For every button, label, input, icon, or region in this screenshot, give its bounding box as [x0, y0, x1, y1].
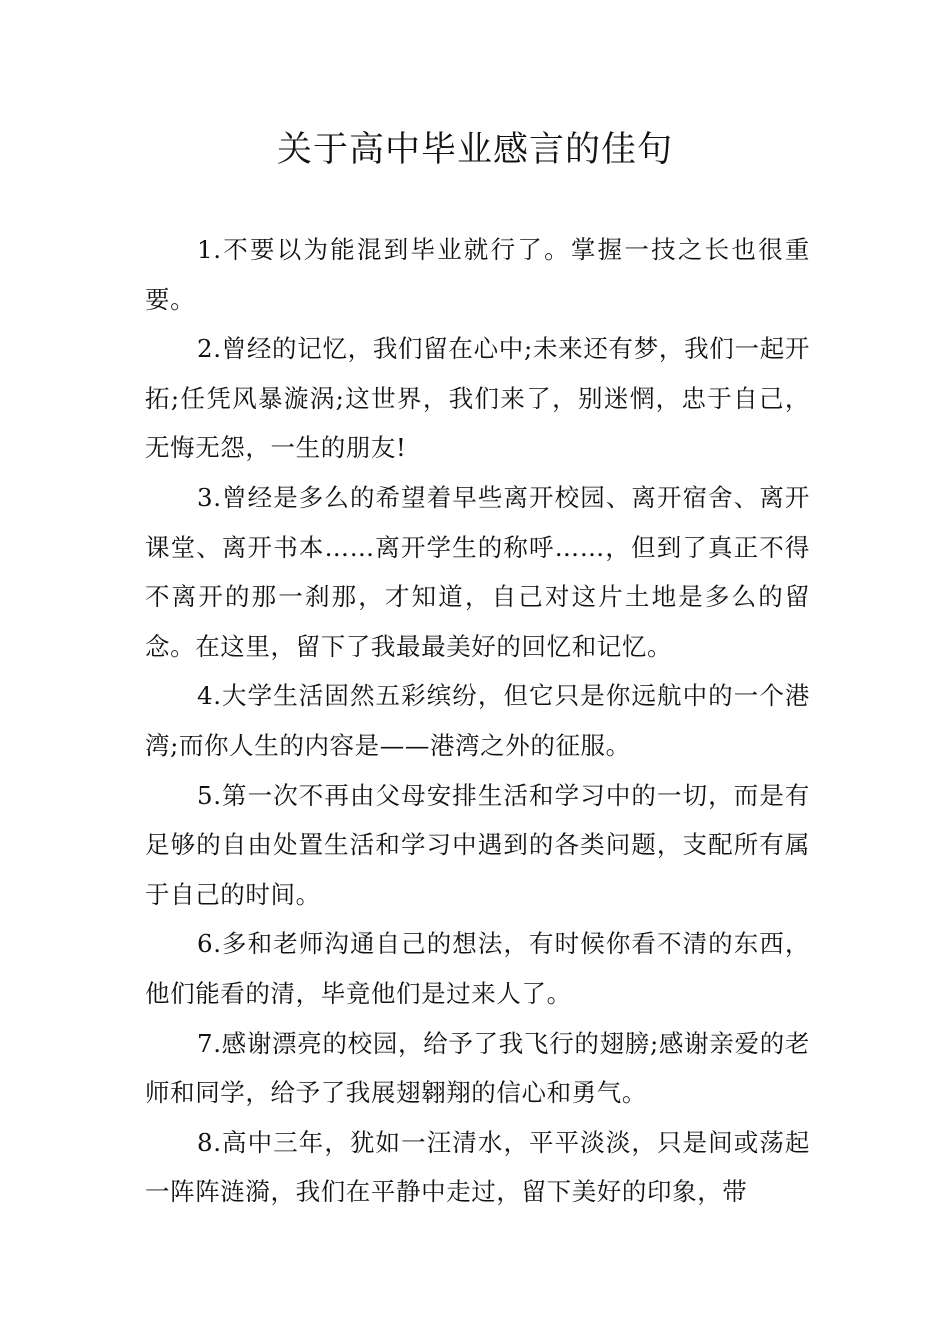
document-title: 关于高中毕业感言的佳句: [276, 130, 673, 170]
paragraph-5: 5.第一次不再由父母安排生活和学习中的一切，而是有足够的自由处置生活和学习中遇到的各类问题，支配所有属于自己的时间。: [145, 780, 810, 909]
paragraph-4: 4.大学生活固然五彩缤纷，但它只是你远航中的一个港湾;而你人生的内容是——港湾之外的征服。: [145, 681, 810, 760]
paragraph-3: 3.曾经是多么的希望着早些离开校园、离开宿舍、离开课堂、离开书本……离开学生的称呼……，但到了真正不得不离开的那一刹那，才知道，自己对这片土地是多么的留念。在这里，留下了我最最美好的回忆和记忆。: [145, 482, 810, 661]
paragraph-1: 1.不要以为能混到毕业就行了。掌握一技之长也很重要。: [145, 235, 810, 314]
paragraph-8: 8.高中三年，犹如一汪清水，平平淡淡，只是间或荡起一阵阵涟漪，我们在平静中走过，留下美好的印象，带: [145, 1127, 810, 1207]
paragraph-7: 7.感谢漂亮的校园，给予了我飞行的翅膀;感谢亲爱的老师和同学，给予了我展翅翱翔的信心和勇气。: [145, 1028, 810, 1108]
document-body: [145, 225, 810, 1217]
paragraph-2: 2.曾经的记忆，我们留在心中;未来还有梦，我们一起开拓;任凭风暴漩涡;这世界，我们来了，别迷惘，忠于自己，无悔无怨，一生的朋友!: [145, 334, 810, 463]
paragraph-6: 6.多和老师沟通自己的想法，有时候你看不清的东西，他们能看的清，毕竟他们是过来人了。: [145, 929, 810, 1008]
